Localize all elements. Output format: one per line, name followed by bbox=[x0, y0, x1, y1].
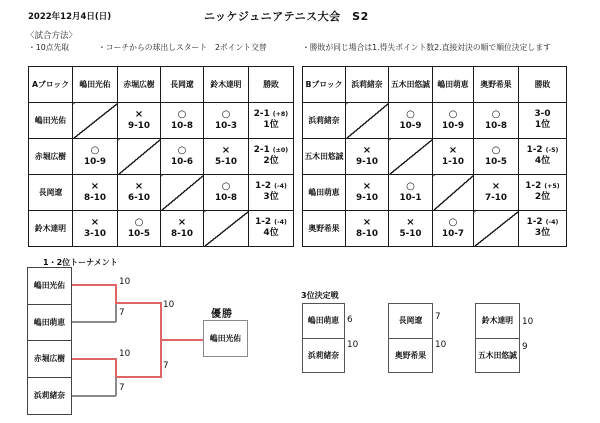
bracket-line-loser bbox=[72, 395, 116, 397]
third-place-match bbox=[388, 303, 433, 373]
third-place-player: 奥野希果 bbox=[394, 351, 427, 361]
table-header-row bbox=[29, 67, 294, 103]
rank: 2位 bbox=[534, 192, 551, 203]
point-diff: (-4) bbox=[274, 219, 287, 227]
win-loss-mark: ○ bbox=[134, 217, 144, 229]
bracket-title: 1・2位トーナメント bbox=[43, 258, 118, 267]
third-place-score: 10 bbox=[522, 317, 534, 327]
win-loss-mark: × bbox=[362, 181, 372, 193]
diagonal-cell bbox=[389, 139, 433, 175]
player-column-header: 鈴木達明 bbox=[204, 67, 249, 103]
bracket-line-loser bbox=[115, 377, 117, 396]
match-score: 10-8 bbox=[484, 120, 507, 131]
diagonal-cell bbox=[346, 103, 389, 139]
table-row bbox=[303, 211, 567, 247]
bracket-line-winner bbox=[115, 376, 161, 378]
rule-note-points: ・10点先取 bbox=[28, 43, 70, 52]
match-score: 10-5 bbox=[484, 156, 507, 167]
match-score: 10-1 bbox=[399, 192, 422, 203]
match-score: 8-10 bbox=[170, 228, 193, 239]
method-heading: 〈試合方法〉 bbox=[26, 31, 78, 41]
player-row-header: 浜莉緒奈 bbox=[303, 103, 346, 139]
bracket-line-winner bbox=[115, 358, 117, 377]
record: 2-1 (±0) bbox=[253, 145, 289, 156]
match-score: 10-9 bbox=[399, 120, 422, 131]
bracket-line-winner bbox=[115, 302, 161, 304]
win-loss-mark: × bbox=[362, 145, 372, 157]
rank: 1位 bbox=[263, 120, 279, 131]
match-cell bbox=[204, 103, 249, 139]
win-loss-mark: ○ bbox=[491, 145, 501, 157]
match-cell bbox=[389, 103, 433, 139]
diagonal-cell bbox=[73, 103, 118, 139]
win-loss-mark: × bbox=[134, 181, 144, 193]
semifinal1-loser-score: 7 bbox=[119, 308, 125, 318]
bracket-line-loser bbox=[115, 303, 117, 322]
win-loss-mark: × bbox=[362, 217, 372, 229]
block-a-body bbox=[29, 67, 294, 247]
result-cell bbox=[249, 103, 294, 139]
player-row-header: 長岡遼 bbox=[29, 175, 73, 211]
match-score: 9-10 bbox=[355, 192, 378, 203]
match-cell bbox=[433, 211, 474, 247]
win-loss-mark: ○ bbox=[448, 109, 458, 121]
champion-box: 嶋田光佑 bbox=[203, 320, 248, 357]
player-row-header: 鈴木達明 bbox=[29, 211, 73, 247]
result-cell bbox=[519, 103, 567, 139]
match-score: 6-10 bbox=[127, 192, 150, 203]
match-cell bbox=[73, 175, 118, 211]
win-loss-mark: ○ bbox=[406, 109, 415, 121]
match-cell bbox=[346, 211, 389, 247]
player-row-header: 赤堀広樹 bbox=[29, 139, 73, 175]
result-column-header: 勝敗 bbox=[249, 67, 294, 103]
player-row-header: 嶋田萌恵 bbox=[303, 175, 346, 211]
result-cell bbox=[249, 175, 294, 211]
point-diff: (±0) bbox=[272, 147, 289, 155]
match-score: 10-6 bbox=[170, 156, 193, 167]
final-bottom-score: 7 bbox=[163, 361, 169, 371]
match-score: 7-10 bbox=[484, 192, 507, 203]
match-cell bbox=[474, 103, 519, 139]
result-column-header: 勝敗 bbox=[519, 67, 567, 103]
match-score: 5-10 bbox=[399, 228, 422, 239]
diagonal-cell bbox=[118, 139, 161, 175]
player-row-header: 奥野希果 bbox=[303, 211, 346, 247]
record: 1-2 (+5) bbox=[525, 181, 560, 192]
match-cell bbox=[118, 103, 161, 139]
bracket-player: 赤堀広樹 bbox=[28, 341, 71, 378]
match-score: 10-8 bbox=[214, 192, 237, 203]
rule-note-tiebreak: ・勝敗が同じ場合は1.得失ポイント数2.直接対決の順で順位決定します bbox=[302, 43, 551, 52]
table-row bbox=[29, 139, 294, 175]
diagonal-cell bbox=[204, 211, 249, 247]
match-cell bbox=[73, 211, 118, 247]
bracket-line-champion bbox=[160, 339, 203, 341]
third-place-score: 10 bbox=[347, 340, 359, 350]
win-loss-mark: ○ bbox=[221, 109, 231, 121]
table-row bbox=[303, 139, 567, 175]
win-loss-mark: ○ bbox=[177, 109, 187, 121]
match-cell bbox=[118, 175, 161, 211]
match-cell bbox=[474, 139, 519, 175]
point-diff: (-5) bbox=[545, 147, 559, 155]
win-loss-mark: ○ bbox=[221, 181, 231, 193]
match-score: 5-10 bbox=[214, 156, 237, 167]
rank: 3位 bbox=[263, 192, 279, 203]
player-row-header: 五木田悠誠 bbox=[303, 139, 346, 175]
diagonal-cell bbox=[161, 175, 204, 211]
match-score: 10-9 bbox=[83, 156, 106, 167]
win-loss-mark: ○ bbox=[177, 145, 187, 157]
match-score: 10-8 bbox=[170, 120, 193, 131]
match-score: 9-10 bbox=[355, 156, 378, 167]
third-place-score: 7 bbox=[435, 312, 441, 322]
win-loss-mark: × bbox=[448, 145, 458, 157]
record: 1-2 (-4) bbox=[255, 181, 287, 192]
rank: 3位 bbox=[534, 228, 551, 239]
player-column-header: 嶋田光佑 bbox=[73, 67, 118, 103]
player-column-header: 赤堀広樹 bbox=[118, 67, 161, 103]
rank: 1位 bbox=[534, 120, 551, 131]
diagonal-cell bbox=[433, 175, 474, 211]
match-score: 8-10 bbox=[355, 228, 378, 239]
win-loss-mark: × bbox=[90, 181, 100, 193]
page-title: ニッケジュニアテニス大会 S2 bbox=[204, 10, 369, 23]
rule-note-start: ・コーチからの球出しスタート 2ポイント交替 bbox=[98, 43, 267, 52]
third-place-player: 長岡遼 bbox=[389, 304, 432, 339]
record: 3-0 bbox=[534, 109, 551, 120]
rank: 4位 bbox=[263, 228, 279, 239]
point-diff: (+5) bbox=[544, 183, 560, 191]
third-place-match bbox=[302, 303, 345, 373]
player-column-header: 奥野希果 bbox=[474, 67, 519, 103]
win-loss-mark: ○ bbox=[448, 217, 458, 229]
rank: 2位 bbox=[263, 156, 279, 167]
bracket-line-loser bbox=[72, 321, 116, 323]
match-cell bbox=[161, 139, 204, 175]
point-diff: (-4) bbox=[545, 219, 559, 227]
win-loss-mark: × bbox=[406, 217, 415, 229]
semifinal2-loser-score: 7 bbox=[119, 383, 125, 393]
point-diff: (-4) bbox=[274, 183, 287, 191]
match-score: 8-10 bbox=[83, 192, 106, 203]
match-score: 10-5 bbox=[127, 228, 150, 239]
match-cell bbox=[118, 211, 161, 247]
player-column-header: 長岡遼 bbox=[161, 67, 204, 103]
third-place-player: 浜莉緒奈 bbox=[307, 351, 340, 361]
bracket-line-winner bbox=[72, 358, 116, 360]
match-cell bbox=[204, 175, 249, 211]
result-cell bbox=[249, 139, 294, 175]
win-loss-mark: × bbox=[177, 217, 187, 229]
block-b-body bbox=[303, 67, 567, 247]
match-cell bbox=[346, 139, 389, 175]
match-cell bbox=[161, 211, 204, 247]
third-place-score: 9 bbox=[522, 342, 528, 352]
match-score: 1-10 bbox=[441, 156, 464, 167]
event-date: 2022年12月4日(日) bbox=[28, 12, 112, 22]
match-score: 10-3 bbox=[214, 120, 237, 131]
table-row bbox=[303, 103, 567, 139]
match-score: 9-10 bbox=[127, 120, 150, 131]
champion-label: 優勝 bbox=[211, 309, 233, 320]
block-a-table bbox=[28, 66, 294, 247]
record: 1-2 (-4) bbox=[255, 217, 287, 228]
third-place-title: 3位決定戦 bbox=[301, 291, 339, 300]
match-cell bbox=[73, 139, 118, 175]
win-loss-mark: × bbox=[491, 181, 501, 193]
table-header-row bbox=[303, 67, 567, 103]
block-b-table bbox=[302, 66, 567, 247]
bracket-player: 浜莉緒奈 bbox=[33, 391, 66, 401]
bracket-line-winner bbox=[115, 284, 117, 303]
result-cell bbox=[249, 211, 294, 247]
semifinal2-winner-score: 10 bbox=[119, 349, 131, 359]
table-row bbox=[29, 103, 294, 139]
bracket-player: 嶋田萌恵 bbox=[28, 305, 71, 342]
match-cell bbox=[433, 139, 474, 175]
record: 1-2 (-4) bbox=[526, 217, 559, 228]
block-label: Bブロック bbox=[303, 67, 346, 103]
record: 1-2 (-5) bbox=[526, 145, 559, 156]
match-score: 3-10 bbox=[83, 228, 106, 239]
third-place-player: 嶋田萌恵 bbox=[303, 304, 344, 339]
match-score: 10-9 bbox=[441, 120, 464, 131]
bracket-line-winner bbox=[72, 284, 116, 286]
win-loss-mark: ○ bbox=[406, 181, 415, 193]
bracket-player-column bbox=[27, 267, 72, 415]
record: 2-1 (+8) bbox=[253, 109, 289, 120]
win-loss-mark: × bbox=[221, 145, 231, 157]
win-loss-mark: × bbox=[90, 217, 100, 229]
match-score: 10-7 bbox=[441, 228, 464, 239]
third-place-score: 6 bbox=[347, 315, 353, 325]
player-column-header: 浜莉緒奈 bbox=[346, 67, 389, 103]
third-place-score: 10 bbox=[435, 340, 447, 350]
rank: 4位 bbox=[534, 156, 551, 167]
player-row-header: 嶋田光佑 bbox=[29, 103, 73, 139]
result-cell bbox=[519, 139, 567, 175]
match-cell bbox=[346, 175, 389, 211]
diagonal-cell bbox=[474, 211, 519, 247]
table-row bbox=[29, 211, 294, 247]
match-cell bbox=[161, 103, 204, 139]
player-column-header: 五木田悠誠 bbox=[389, 67, 433, 103]
match-cell bbox=[433, 103, 474, 139]
match-cell bbox=[389, 211, 433, 247]
match-cell bbox=[474, 175, 519, 211]
third-place-player: 五木田悠誠 bbox=[478, 351, 517, 361]
table-row bbox=[303, 175, 567, 211]
final-top-score: 10 bbox=[163, 300, 175, 310]
semifinal1-winner-score: 10 bbox=[119, 277, 131, 287]
third-place-match bbox=[475, 303, 520, 373]
block-label: Aブロック bbox=[29, 67, 73, 103]
win-loss-mark: ○ bbox=[491, 109, 501, 121]
win-loss-mark: × bbox=[134, 109, 144, 121]
point-diff: (+8) bbox=[272, 111, 289, 119]
match-cell bbox=[204, 139, 249, 175]
result-cell bbox=[519, 211, 567, 247]
result-cell bbox=[519, 175, 567, 211]
match-cell bbox=[389, 175, 433, 211]
bracket-player: 嶋田光佑 bbox=[28, 268, 71, 305]
third-place-player: 鈴木達明 bbox=[476, 304, 519, 339]
player-column-header: 嶋田萌恵 bbox=[433, 67, 474, 103]
win-loss-mark: ○ bbox=[90, 145, 100, 157]
table-row bbox=[29, 175, 294, 211]
